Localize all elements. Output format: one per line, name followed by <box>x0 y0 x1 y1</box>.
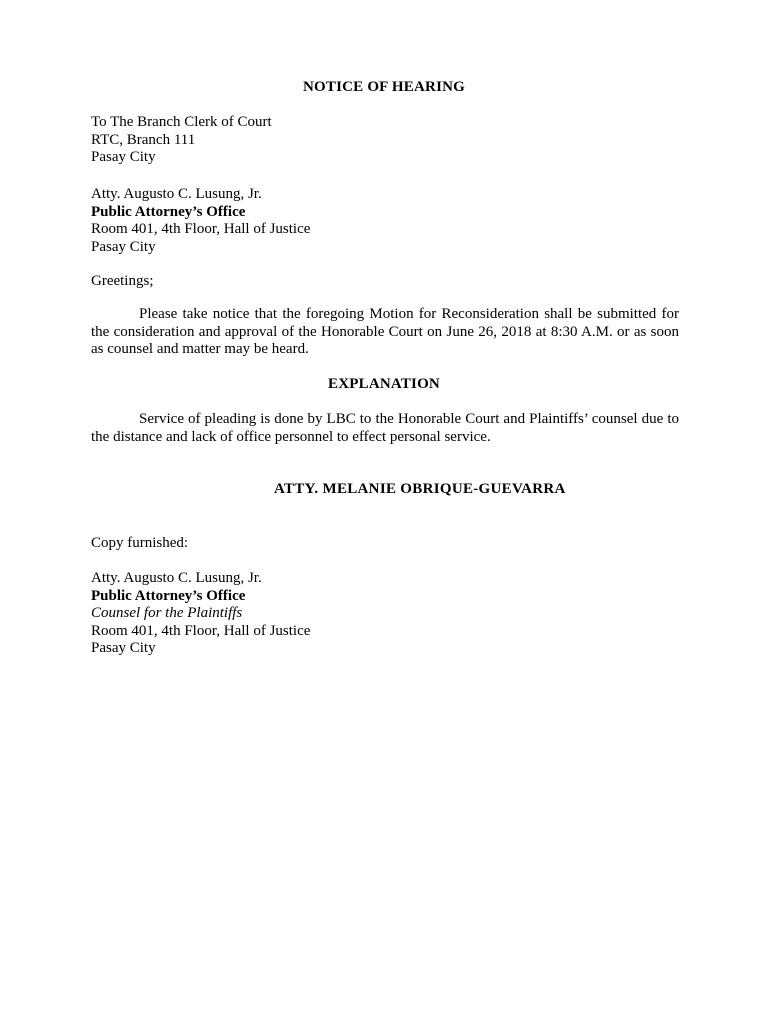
greeting: Greetings; <box>91 273 154 289</box>
notice-paragraph: Please take notice that the foregoing Motion for Reconsideration shall be submitted for the consideration and approval of the Honorable Court on June 26, 2018 at 8:30 A.M. or as soon as counsel and matter may be heard. <box>91 306 679 357</box>
counsel-name: Atty. Augusto C. Lusung, Jr. <box>91 186 262 202</box>
document-title: NOTICE OF HEARING <box>302 79 466 95</box>
counsel-address: Room 401, 4th Floor, Hall of Justice <box>91 221 311 237</box>
copy-to-city: Pasay City <box>91 640 156 656</box>
copy-to-office: Public Attorney’s Office <box>91 587 246 604</box>
copy-furnished-block <box>91 570 681 658</box>
counsel-block <box>91 186 681 256</box>
copy-furnished-label: Copy furnished: <box>91 535 189 551</box>
explanation-heading: EXPLANATION <box>328 376 440 392</box>
counsel-city: Pasay City <box>91 238 156 255</box>
copy-to-name: Atty. Augusto C. Lusung, Jr. <box>91 570 262 586</box>
addressee-line-2: RTC, Branch 111 <box>91 131 196 148</box>
copy-to-role: Counsel for the Plaintiffs <box>91 605 243 621</box>
addressee-line-1: To The Branch Clerk of Court <box>91 114 272 130</box>
signatory-name: ATTY. MELANIE OBRIQUE-GUEVARRA <box>274 481 566 497</box>
addressee-block <box>91 114 681 167</box>
explanation-paragraph: Service of pleading is done by LBC to the Honorable Court and Plaintiffs’ counsel due to the distance and lack of office personnel to effect personal service. <box>91 411 679 445</box>
counsel-office: Public Attorney’s Office <box>91 203 246 220</box>
copy-to-address: Room 401, 4th Floor, Hall of Justice <box>91 622 311 639</box>
addressee-line-3: Pasay City <box>91 149 156 165</box>
